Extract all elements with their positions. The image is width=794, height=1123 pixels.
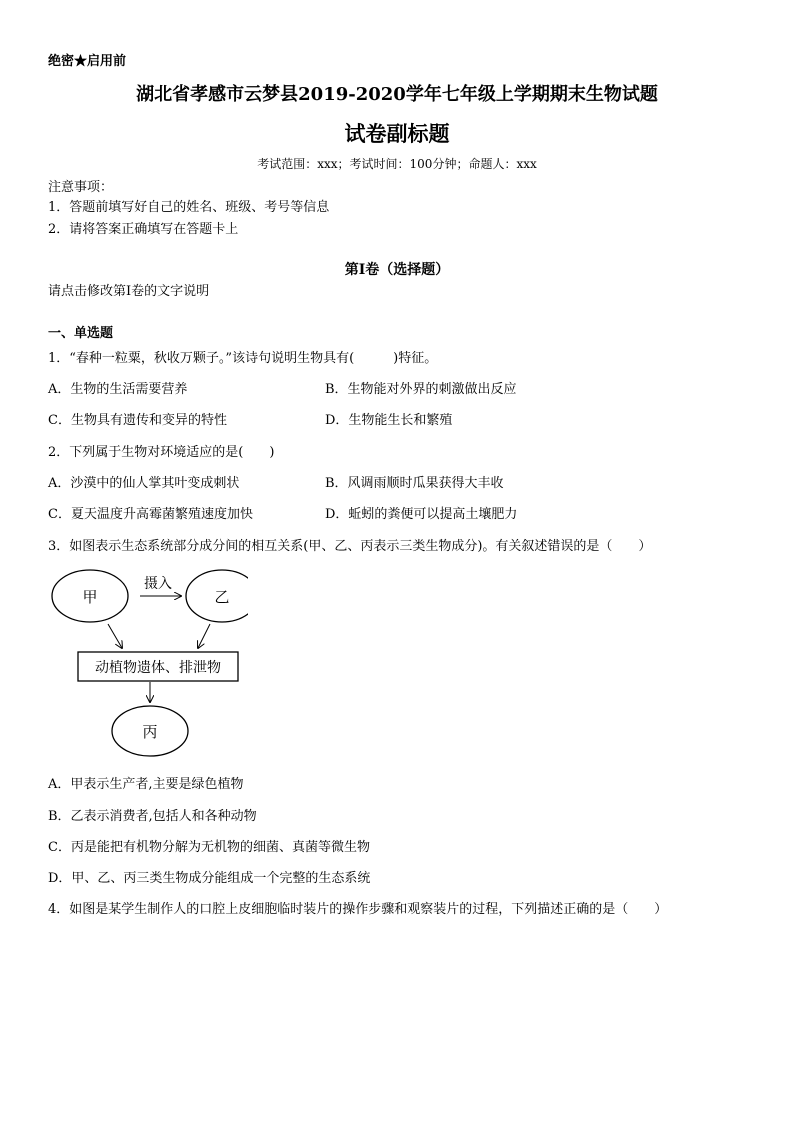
option-d: D．蚯蚓的粪便可以提高土壤肥力 bbox=[325, 507, 518, 522]
notes-heading: 注意事项： bbox=[48, 180, 114, 195]
option-a: A．沙漠中的仙人掌其叶变成刺状 bbox=[48, 476, 240, 491]
option-a: A．生物的生活需要营养 bbox=[48, 382, 188, 397]
secret-mark: 绝密★启用前 bbox=[48, 54, 127, 69]
volume-title: 第I卷（选择题） bbox=[344, 262, 450, 278]
option-c: C．丙是能把有机物分解为无机物的细菌、真菌等微生物 bbox=[48, 840, 370, 855]
volume-desc: 请点击修改第I卷的文字说明 bbox=[48, 284, 210, 299]
note-item: 2．请将答案正确填写在答题卡上 bbox=[48, 222, 239, 237]
option-b: B．生物能对外界的刺激做出反应 bbox=[325, 382, 517, 397]
option-d: D．生物能生长和繁殖 bbox=[325, 413, 453, 428]
question-stem: 2．下列属于生物对环境适应的是( ) bbox=[48, 445, 275, 460]
section-title: 一、单选题 bbox=[48, 326, 114, 341]
exam-subtitle: 试卷副标题 bbox=[344, 121, 450, 146]
note-item: 1．答题前填写好自己的姓名、班级、考号等信息 bbox=[48, 200, 330, 215]
option-c: C．生物具有遗传和变异的特性 bbox=[48, 413, 227, 428]
arrow-a-to-box bbox=[108, 624, 122, 648]
ingest-label: 摄入 bbox=[144, 576, 172, 592]
question-stem: 4．如图是某学生制作人的口腔上皮细胞临时装片的操作步骤和观察装片的过程，下列描述正确的是（ ） bbox=[48, 902, 668, 917]
question-stem: 1．“春种一粒粟，秋收万颗子。”该诗句说明生物具有( )特征。 bbox=[48, 351, 438, 366]
ecosystem-diagram bbox=[48, 568, 248, 758]
arrow-b-to-box bbox=[198, 624, 210, 648]
node-c-label: 丙 bbox=[142, 723, 158, 741]
option-b: B．乙表示消费者,包括人和各种动物 bbox=[48, 809, 257, 824]
question-stem: 3．如图表示生态系统部分成分间的相互关系(甲、乙、丙表示三类生物成分)。有关叙述错误的是（ ） bbox=[48, 539, 652, 554]
option-d: D．甲、乙、丙三类生物成分能组成一个完整的生态系统 bbox=[48, 871, 371, 886]
option-b: B．风调雨顺时瓜果获得大丰收 bbox=[325, 476, 504, 491]
node-b-label: 乙 bbox=[214, 588, 230, 606]
exam-info: 考试范围：xxx；考试时间：100分钟；命题人：xxx bbox=[257, 157, 537, 171]
node-a-label: 甲 bbox=[82, 588, 98, 606]
option-a: A．甲表示生产者,主要是绿色植物 bbox=[48, 777, 244, 792]
remains-label: 动植物遗体、排泄物 bbox=[95, 660, 221, 676]
option-c: C．夏天温度升高霉菌繁殖速度加快 bbox=[48, 507, 253, 522]
exam-title: 湖北省孝感市云梦县2019-2020学年七年级上学期期末生物试题 bbox=[136, 84, 658, 105]
